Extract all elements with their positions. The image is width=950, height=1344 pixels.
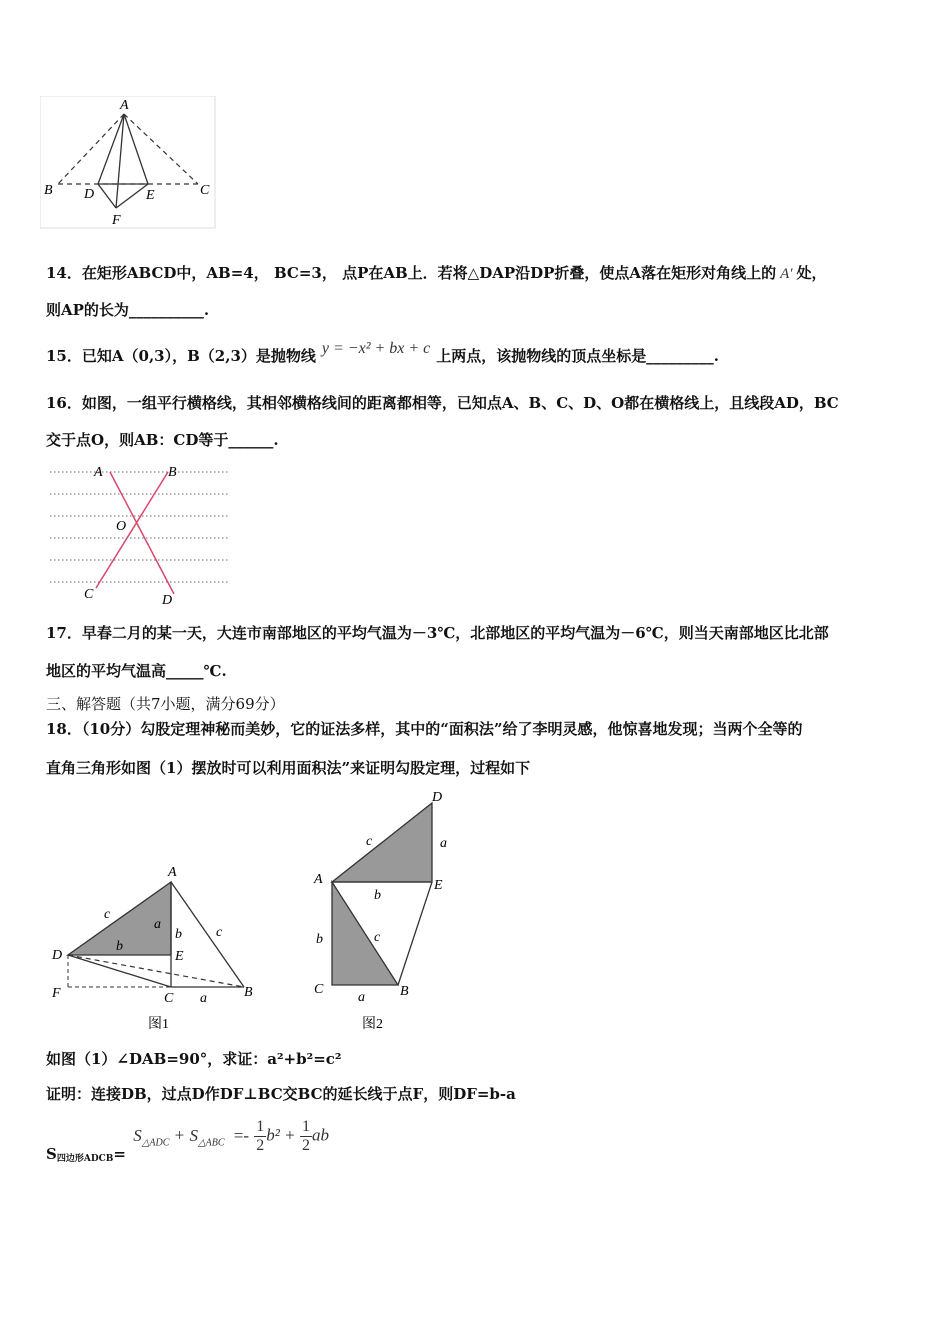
label-B: B <box>400 984 409 999</box>
q15-line: 15．已知A（0,3），B（2,3）是抛物线 y = −x² + bx + c 上两点，该抛物线的顶点坐标是_________. <box>46 340 720 365</box>
label-A: A <box>314 872 323 887</box>
figure-parallel-lines <box>44 460 234 610</box>
label-B: B <box>44 183 53 198</box>
q17-line1: 17．早春二月的某一天，大连市南部地区的平均气温为－3℃，北部地区的平均气温为－6℃，则当天南部地区比北部 <box>46 624 829 642</box>
figure-triangle-abc <box>40 96 220 231</box>
proof-statement: 证明：连接DB，过点D作DF⊥BC交BC的延长线于点F，则DF=b-a <box>46 1085 516 1103</box>
label-c-left: c <box>104 907 111 922</box>
fraction-half-1: $\frac{1}{2}$ <box>256 1118 265 1154</box>
label-E: E <box>146 188 155 203</box>
label-D: D <box>84 187 95 202</box>
label-C: C <box>164 991 174 1006</box>
label-a-mid: a <box>154 917 161 932</box>
label-A: A <box>168 865 177 880</box>
label-B: B <box>168 465 177 480</box>
given-statement: 如图（1）∠DAB=90°，求证：a²+b²=c² <box>46 1050 342 1068</box>
q14-line2: 则AP的长为__________. <box>46 301 210 319</box>
label-E: E <box>434 878 443 893</box>
term-adc: $S_{\triangle ADC}$ <box>133 1125 170 1148</box>
label-c-right: c <box>216 925 223 940</box>
label-A: A <box>94 465 103 480</box>
label-c-mid: c <box>374 930 381 945</box>
section-heading: 三、解答题（共7小题，满分69分） <box>46 695 285 713</box>
label-b-bottom: b <box>116 939 123 954</box>
label-O: O <box>116 519 127 534</box>
a-prime-symbol: A′ <box>780 266 793 282</box>
label-C: C <box>314 982 324 997</box>
label-b-left: b <box>316 932 323 947</box>
parabola-formula: y = −x² + bx + c <box>321 340 431 357</box>
caption-fig1: 图1 <box>148 1017 169 1032</box>
q14-line1: 14．在矩形ABCD中，AB=4， BC=3， 点P在AB上．若将△DAP沿DP折叠，使点A落在矩形对角线上的 A′ 处， <box>46 264 827 282</box>
label-a-bottom: a <box>358 990 365 1005</box>
label-A: A <box>120 98 129 113</box>
label-E: E <box>175 949 184 964</box>
q18-line2: 直角三角形如图（1）摆放时可以利用面积法”来证明勾股定理，过程如下 <box>46 759 531 777</box>
label-B: B <box>244 985 253 1000</box>
label-a-bottom: a <box>200 991 207 1006</box>
q18-line1: 18．（10分）勾股定理神秘而美妙，它的证法多样，其中的“面积法”给了李明灵感，他惊喜地发现；当两个全等的 <box>46 720 803 738</box>
caption-fig2: 图2 <box>362 1017 383 1032</box>
label-D: D <box>162 593 173 608</box>
label-C: C <box>200 183 210 198</box>
term-abc: $S_{\triangle ABC}$ <box>189 1125 225 1148</box>
area-equation: $S_{四边形ADCB}= S_{\triangle ADC} + S_{\triangle ABC}$ =- $\frac{1}{2}$ b² + $\frac{1}{2}$ ab <box>46 1118 329 1164</box>
label-F: F <box>52 986 61 1001</box>
label-a-top: a <box>440 836 447 851</box>
q17-line2: 地区的平均气温高_____℃. <box>46 662 227 680</box>
label-C: C <box>84 587 94 602</box>
label-F: F <box>112 213 121 228</box>
label-b-right: b <box>175 927 182 942</box>
label-c-top: c <box>366 834 373 849</box>
figure-1 <box>44 860 274 1035</box>
q16-line2: 交于点O，则AB：CD等于______. <box>46 431 279 449</box>
q16-line1: 16．如图，一组平行横格线，其相邻横格线间的距离都相等，已知点A、B、C、D、O都在横格线上，且线段AD，BC <box>46 394 839 412</box>
figure-2 <box>308 785 468 1040</box>
fraction-half-2: $\frac{1}{2}$ <box>301 1118 310 1154</box>
label-b-top: b <box>374 888 381 903</box>
label-D: D <box>432 790 443 805</box>
label-D: D <box>52 948 63 963</box>
